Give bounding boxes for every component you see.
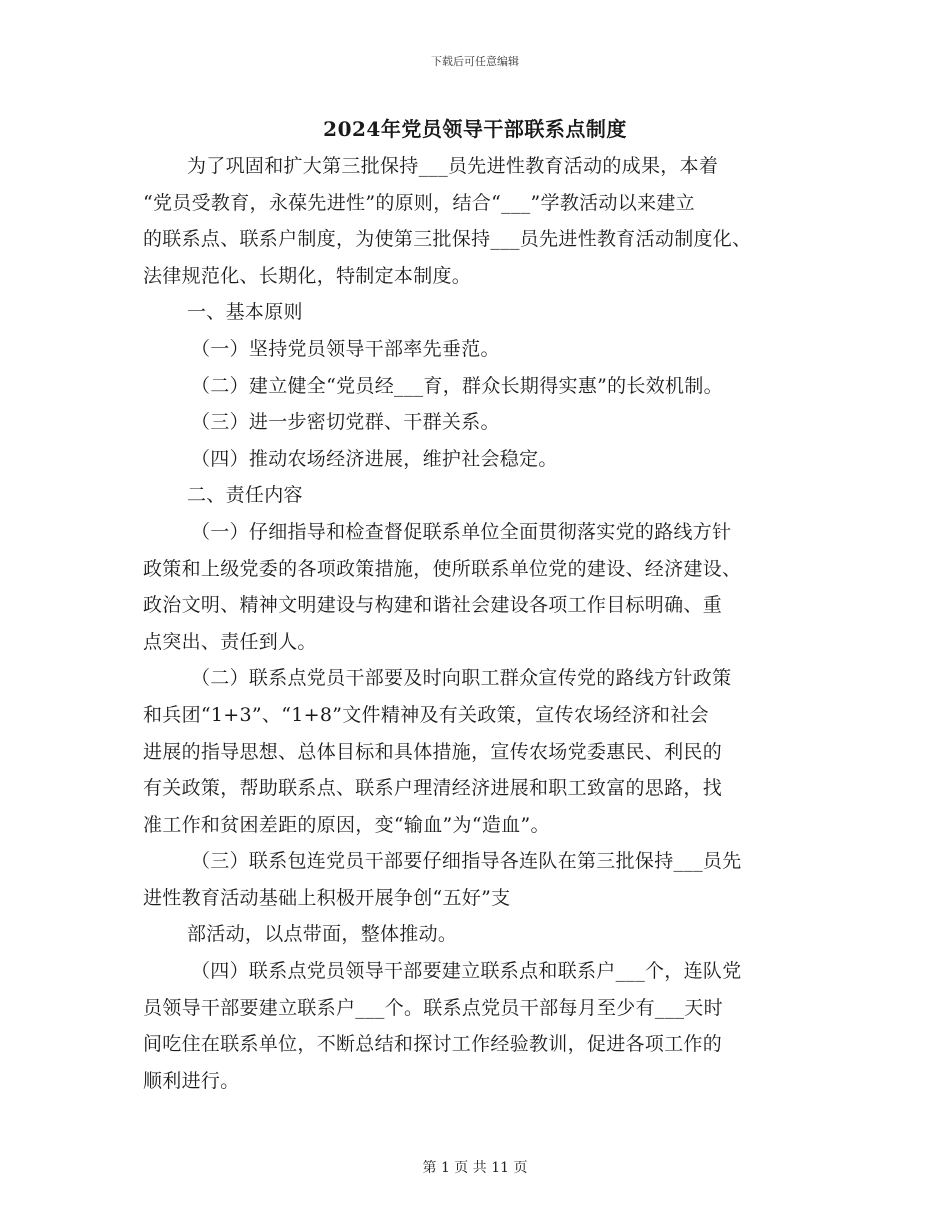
paragraph-line: 进展的指导思想、总体目标和具体措施，宣传农场党委惠民、利民的 [143, 740, 723, 763]
document-body [143, 148, 811, 1099]
paragraph-line: 和兵团“1+3”、“1+8”文件精神及有关政策，宣传农场经济和社会 [143, 703, 709, 726]
document-title: 2024年党员领导干部联系点制度 [323, 117, 627, 141]
section-heading: 一、基本原则 [187, 301, 303, 324]
paragraph-line: 准工作和贫困差距的原因，变“输血”为“造血”。 [143, 813, 550, 836]
paragraph-line: 的联系点、联系户制度，为使第三批保持___员先进性教育活动制度化、 [143, 228, 752, 251]
paragraph-line: （四）联系点党员领导干部要建立联系点和联系户___个，连队党 [191, 960, 742, 983]
list-item: （四）推动农场经济进展，维护社会稳定。 [191, 447, 558, 470]
page-footer: 第 1 页 共 11 页 [422, 1160, 528, 1176]
paragraph-line: （二）联系点党员干部要及时向职工群众宣传党的路线方针政策 [191, 667, 732, 690]
paragraph-line: 为了巩固和扩大第三批保持___员先进性教育活动的成果，本着 [187, 155, 719, 177]
paragraph-line: （一）仔细指导和检查督促联系单位全面贯彻落实党的路线方针 [191, 520, 732, 543]
paragraph-line: 点突出、责任到人。 [143, 630, 317, 653]
paragraph-line: 法律规范化、长期化，特制定本制度。 [143, 264, 472, 287]
list-item: （三）进一步密切党群、干群关系。 [191, 411, 500, 434]
header-note: 下载后可任意编辑 [431, 55, 519, 68]
paragraph-line: （三）联系包连党员干部要仔细指导各连队在第三批保持___员先 [191, 850, 742, 873]
paragraph-line: 间吃住在联系单位，不断总结和探讨工作经验教训，促进各项工作的 [143, 1033, 723, 1056]
paragraph-line: 有关政策，帮助联系点、联系户理清经济进展和职工致富的思路，找 [143, 777, 723, 800]
paragraph-line: 政治文明、精神文明建设与构建和谐社会建设各项工作目标明确、重 [143, 594, 723, 617]
section-heading: 二、责任内容 [187, 484, 303, 507]
paragraph-line: 政策和上级党委的各项政策措施，使所联系单位党的建设、经济建设、 [143, 557, 742, 580]
paragraph-line: 进性教育活动基础上积极开展争创“五好”支 [143, 886, 511, 909]
paragraph-line: “党员受教育，永葆先进性”的原则，结合“___”学教活动以来建立 [143, 191, 695, 214]
paragraph-line: 部活动，以点带面，整体推动。 [187, 923, 458, 946]
paragraph-line: 顺利进行。 [143, 1069, 240, 1092]
list-item: （二）建立健全“党员经___育，群众长期得实惠”的长效机制。 [191, 374, 723, 397]
paragraph-line: 员领导干部要建立联系户___个。联系点党员干部每月至少有___天时 [143, 996, 723, 1019]
list-item: （一）坚持党员领导干部率先垂范。 [191, 337, 500, 360]
